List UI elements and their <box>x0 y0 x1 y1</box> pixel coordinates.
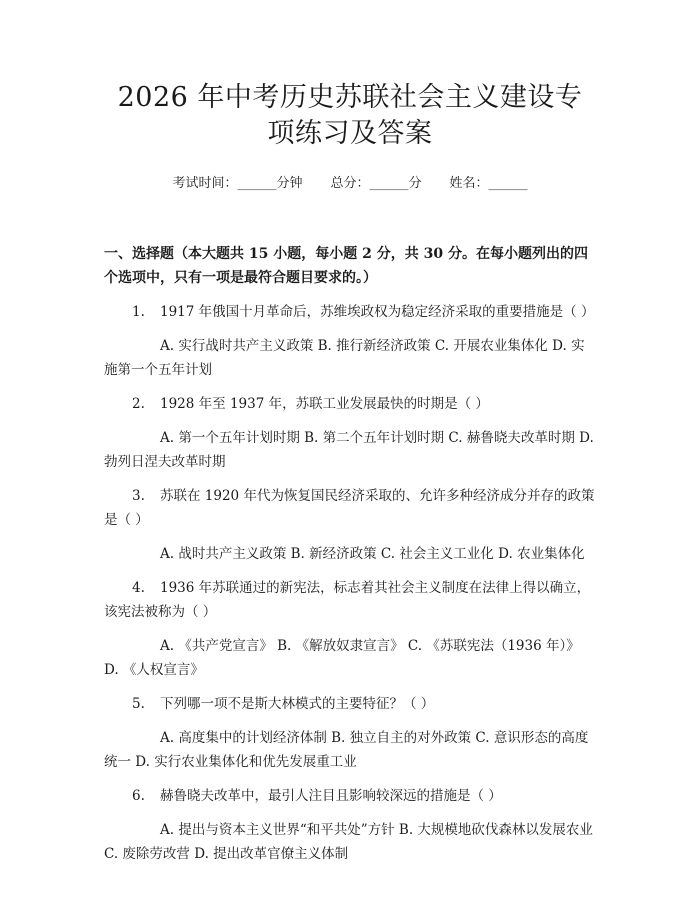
question-item <box>104 484 596 566</box>
question-number: 6. <box>132 788 145 804</box>
exam-info-line <box>104 174 596 194</box>
question-item <box>104 692 596 774</box>
question-number: 2. <box>132 396 145 412</box>
question-options: A. 《共产党宣言》 B. 《解放奴隶宣言》 C. 《苏联宪法（1936 年）》 D. 《人权宣言》 <box>104 638 580 678</box>
question-options: A. 第一个五年计划时期 B. 第二个五年计划时期 C. 赫鲁晓夫改革时期 D. 勃列日涅夫改革时期 <box>104 430 594 470</box>
question-options: A. 高度集中的计划经济体制 B. 独立自主的对外政策 C. 意识形态的高度统一 D. 实行农业集体化和优先发展重工业 <box>104 730 589 770</box>
question-text: 1928 年至 1937 年，苏联工业发展最快的时期是（ ） <box>160 396 489 412</box>
question-stem <box>104 784 596 808</box>
question-options: A. 实行战时共产主义政策 B. 推行新经济政策 C. 开展农业集体化 D. 实施第一个五年计划 <box>104 338 585 378</box>
question-text: 1936 年苏联通过的新宪法，标志着其社会主义制度在法律上得以确立，该宪法被称为（ ） <box>104 580 591 620</box>
question-item <box>104 576 596 682</box>
section-heading: 一、选择题（本大题共 15 小题，每小题 2 分，共 30 分。在每小题列出的四个选项中，只有一项是最符合题目要求的。） <box>104 246 588 286</box>
question-list <box>104 300 596 866</box>
question-text: 苏联在 1920 年代为恢复国民经济采取的、允许多种经济成分并存的政策是（ ） <box>104 488 595 528</box>
question-text: 1917 年俄国十月革命后，苏维埃政权为稳定经济采取的重要措施是（ ） <box>160 304 595 320</box>
page-title: 2026 年中考历史苏联社会主义建设专项练习及答案 <box>117 82 583 149</box>
question-number: 1. <box>132 304 145 320</box>
question-item <box>104 784 596 866</box>
total-score-field: 总分：______分 <box>330 176 422 191</box>
question-stem <box>104 484 596 532</box>
question-number: 5. <box>132 696 145 712</box>
question-stem <box>104 576 596 624</box>
question-stem <box>104 692 596 716</box>
question-number: 3. <box>132 488 145 504</box>
question-text: 下列哪一项不是斯大林模式的主要特征？（ ） <box>160 696 435 712</box>
question-number: 4. <box>132 580 145 596</box>
question-stem <box>104 300 596 324</box>
question-item <box>104 392 596 474</box>
question-item <box>104 300 596 382</box>
question-stem <box>104 392 596 416</box>
exam-time-field: 考试时间：______分钟 <box>172 176 303 191</box>
question-options: A. 战时共产主义政策 B. 新经济政策 C. 社会主义工业化 D. 农业集体化 <box>160 546 585 562</box>
question-options: A. 提出与资本主义世界“和平共处”方针 B. 大规模地砍伐森林以发展农业 C. 废除劳改营 D. 提出改革官僚主义体制 <box>104 822 593 862</box>
name-field: 姓名：______ <box>449 176 528 191</box>
question-text: 赫鲁晓夫改革中，最引人注目且影响较深远的措施是（ ） <box>160 788 502 804</box>
